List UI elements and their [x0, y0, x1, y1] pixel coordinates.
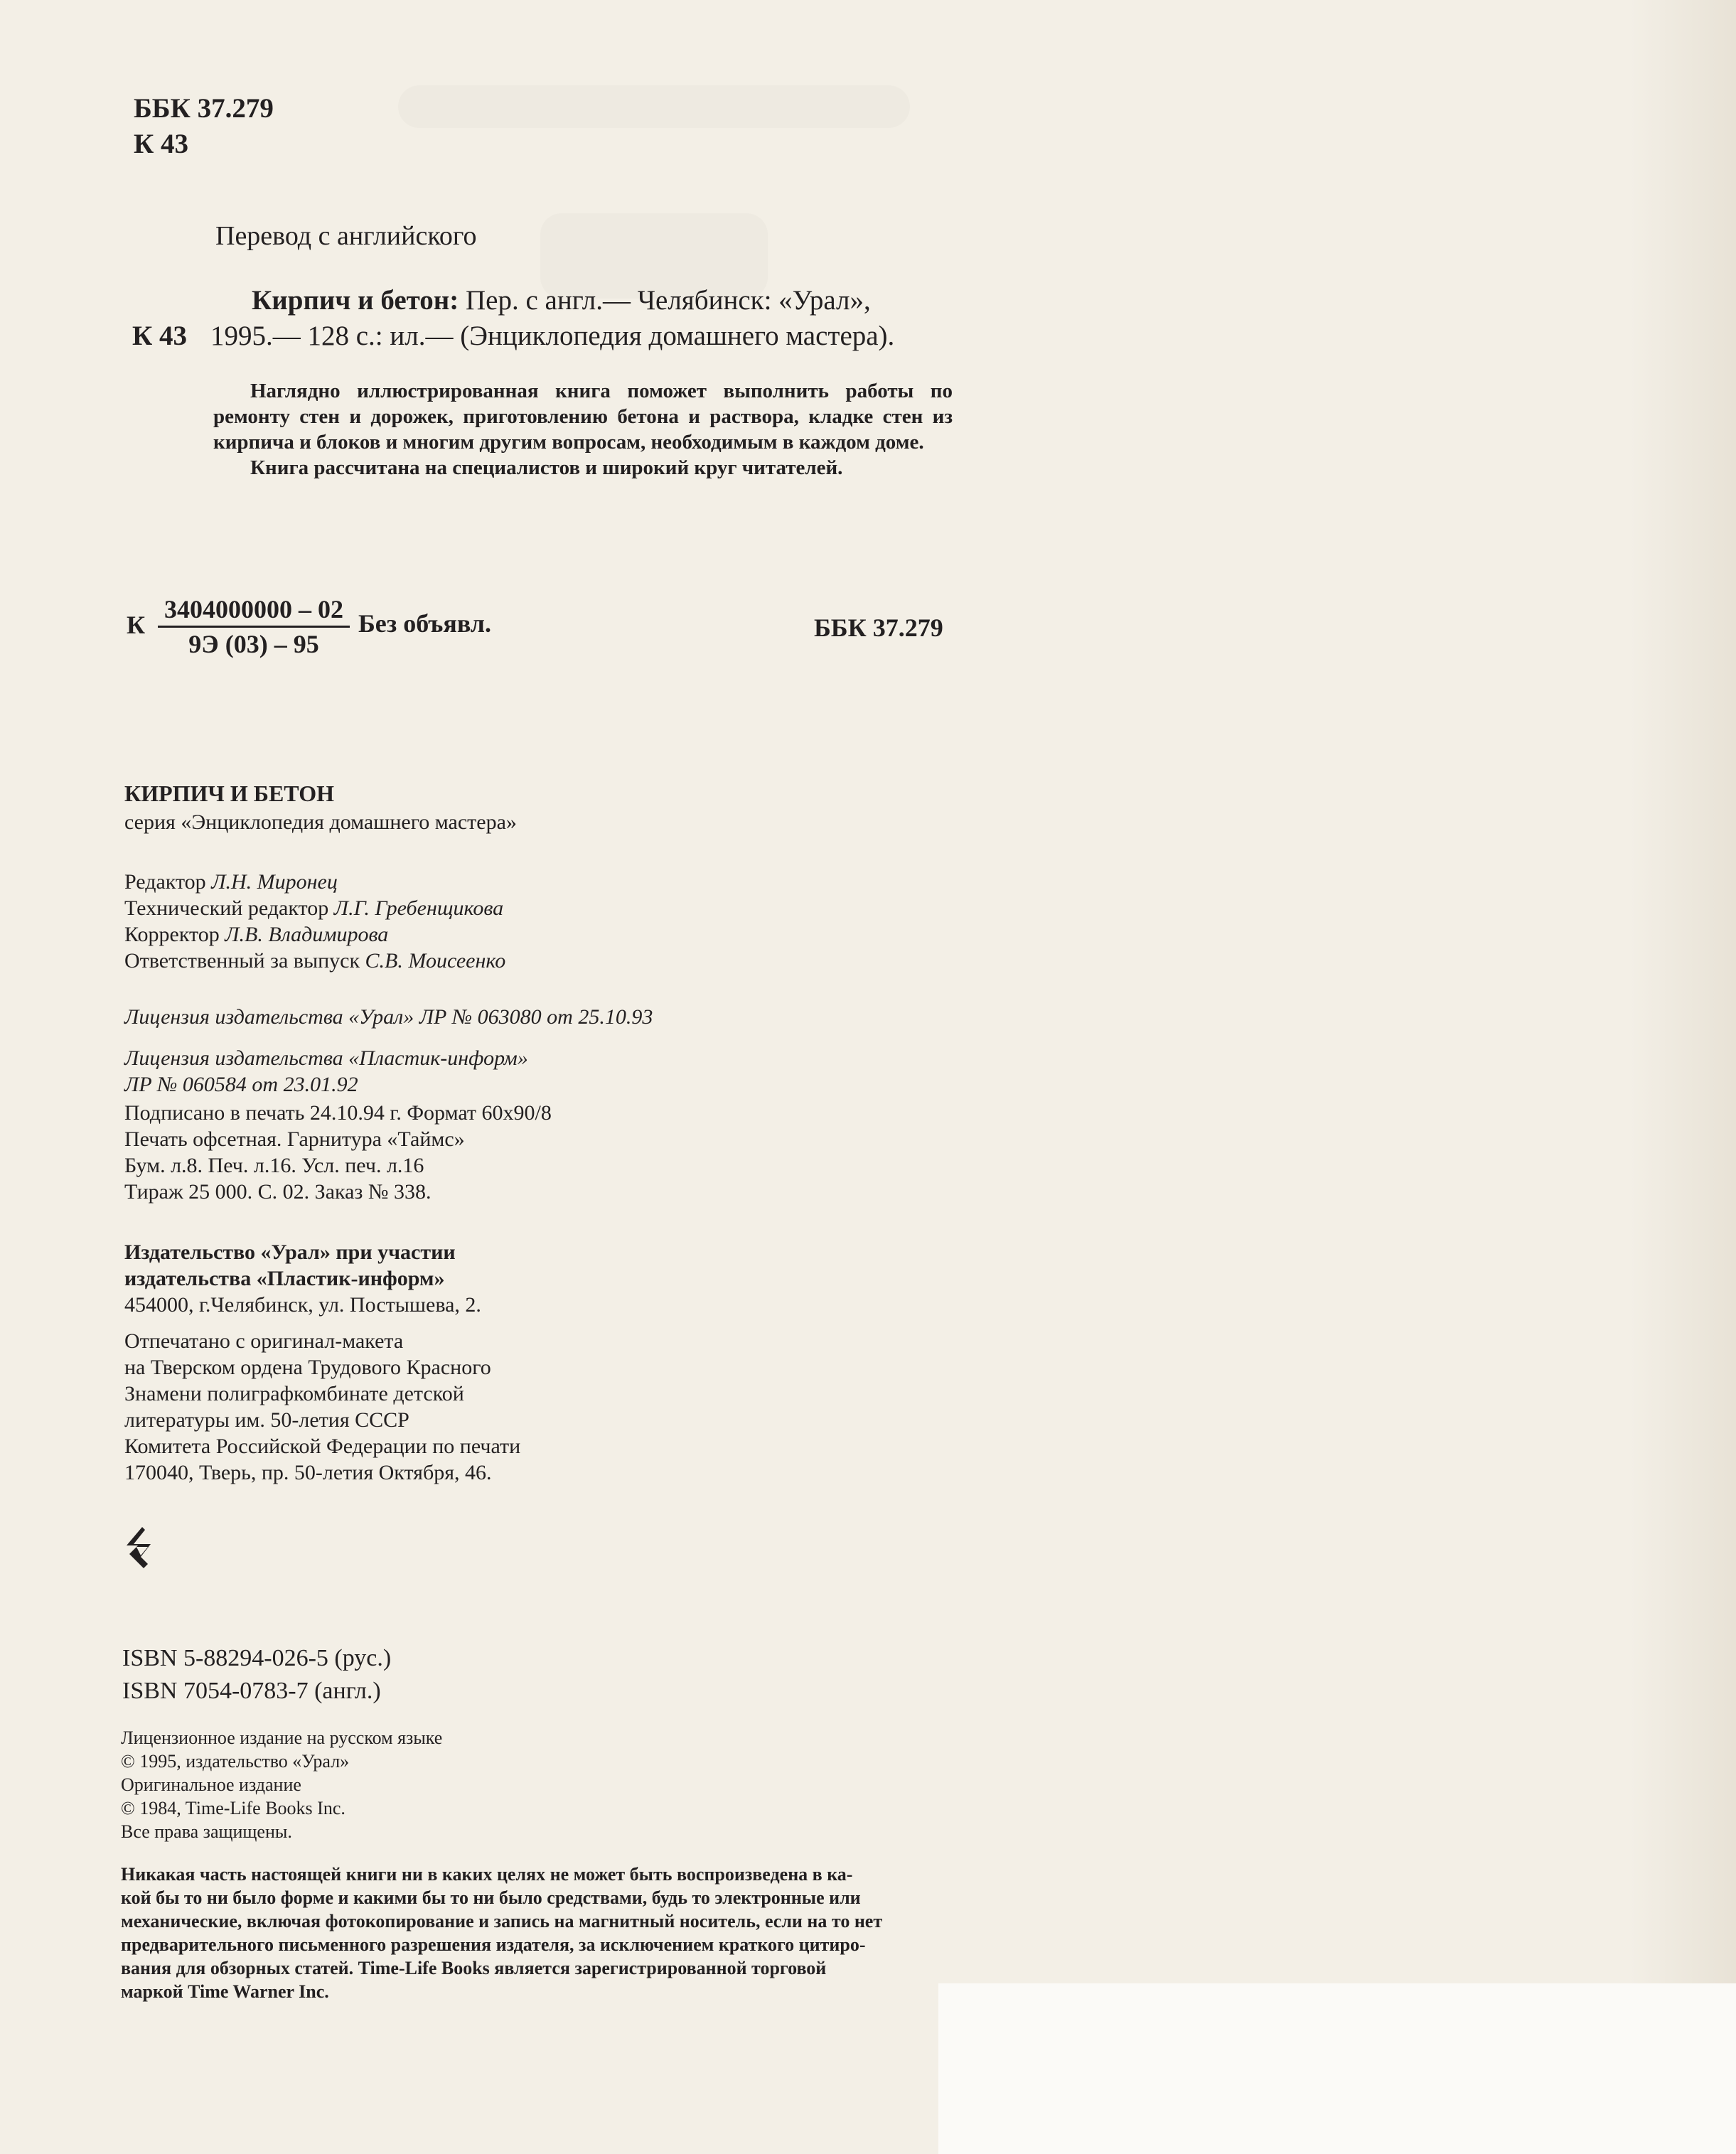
- isbn-english: ISBN 7054-0783-7 (англ.): [122, 1678, 381, 1704]
- page-edge-shadow: [1629, 0, 1736, 2154]
- license-plastik: Лицензия издательства «Пластик-информ» ЛР № 060584 от 23.01.92: [124, 1046, 528, 1096]
- index-letter: К: [127, 611, 146, 639]
- author-mark: К 43: [134, 129, 189, 159]
- citation-details: 1995.— 128 с.: ил.— (Энциклопедия домашнего мастера).: [210, 321, 895, 351]
- bibliographic-citation: [132, 283, 894, 354]
- staff-row: Корректор Л.В. Владимирова: [124, 923, 389, 946]
- copyright-block: Лицензионное издание на русском языке © 1995, издательство «Урал» Оригинальное издание © 1984, Time-Life Books Inc. Все права защищены.: [121, 1727, 443, 1842]
- staff-row: Технический редактор Л.Г. Гребенщикова: [124, 896, 504, 920]
- bbk-header: [134, 91, 274, 162]
- staff-row: Редактор Л.Н. Миронец: [124, 870, 338, 894]
- citation-code: К 43: [132, 321, 188, 351]
- index-numerator: 3404000000 – 02: [158, 594, 350, 628]
- rights-notice: Никакая часть настоящей книги ни в каких целях не может быть воспроизведена в ка- кой бы то ни было форме и какими бы то ни было средствами, будь то электронные или механические, включая фотокопирование и запись на магнитный носитель, если на то нет предварительного письменного разрешения издателя, за исключением краткого цитиро- вания для обзорных статей. Time-Life Books является зарегистрированной торговой маркой Time Warner Inc.: [121, 1864, 883, 2002]
- annotation-paragraph: Наглядно иллюстрированная книга поможет выполнить работы по ремонту стен и дорожек, приготовлению бетона и раствора, кладке стен из кирпича и блоков и многим другим вопросам, необходимым в каждом доме.: [213, 380, 953, 454]
- citation-imprint: Пер. с англ.— Челябинск: «Урал»,: [459, 285, 871, 316]
- printer-block: Отпечатано с оригинал-макета на Тверском ордена Трудового Красного Знамени полиграфкомбинате детской литературы им. 50-летия СССР Комитета Российской Федерации по печати 170040, Тверь, пр. 50-летия Октября, 46.: [124, 1329, 521, 1484]
- index-fraction: [158, 594, 350, 659]
- isbn-russian: ISBN 5-88294-026-5 (рус.): [122, 1645, 392, 1671]
- scan-corner: [938, 1983, 1736, 2154]
- publisher-partner: издательства «Пластик-информ»: [124, 1267, 445, 1290]
- isbn-block: [122, 1642, 391, 1708]
- license-ural: Лицензия издательства «Урал» ЛР № 063080 от 25.10.93: [124, 1005, 653, 1029]
- publisher-emblem-icon: [119, 1521, 165, 1572]
- bbk-code-right: ББК 37.279: [814, 613, 943, 642]
- book-title: КИРПИЧ И БЕТОН: [124, 781, 334, 806]
- translation-note: Перевод с английского: [215, 221, 477, 251]
- show-through-trace: [398, 85, 910, 128]
- series-name: серия «Энциклопедия домашнего мастера»: [124, 810, 517, 834]
- print-details: Подписано в печать 24.10.94 г. Формат 60х90/8 Печать офсетная. Гарнитура «Таймс» Бум. л.8. Печ. л.16. Усл. печ. л.16 Тираж 25 000. С. 02. Заказ № 338.: [124, 1101, 552, 1204]
- annotation: [213, 378, 953, 481]
- publisher-name: Издательство «Урал» при участии: [124, 1241, 456, 1264]
- annotation-audience: Книга рассчитана на специалистов и широкий круг читателей.: [250, 456, 843, 479]
- index-denominator: 9Э (03) – 95: [188, 630, 319, 658]
- citation-line-1: [132, 283, 894, 318]
- bbk-code: ББК 37.279: [134, 93, 274, 124]
- no-announcement: Без объявл.: [358, 609, 491, 638]
- citation-title: Кирпич и бетон:: [252, 285, 459, 316]
- staff-row: Ответственный за выпуск С.В. Моисеенко: [124, 949, 506, 972]
- staff-list: [124, 869, 505, 974]
- publisher-address: 454000, г.Челябинск, ул. Постышева, 2.: [124, 1293, 481, 1317]
- publisher-block: [124, 1239, 481, 1318]
- citation-line-2: [132, 318, 894, 354]
